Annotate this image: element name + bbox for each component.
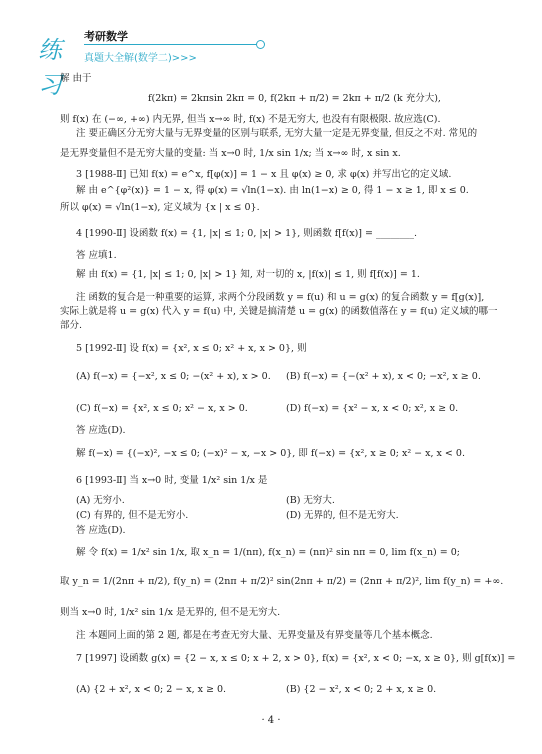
text-line: 7 [1997] 设函数 g(x) = {2 − x, x ≤ 0; x + 2, x > 0}, f(x) = {x², x < 0; −x, x ≥ 0}, 则 g[f(x)] =: [76, 653, 516, 664]
text-line: 解 令 f(x) = 1/x² sin 1/x, 取 x_n = 1/(nπ), f(x_n) = (nπ)² sin nπ = 0, lim f(x_n) = 0;: [76, 547, 461, 558]
text-line: 则 f(x) 在 (−∞, +∞) 内无界, 但当 x→∞ 时, f(x) 不是无穷大, 也没有有限极限. 故应选(C).: [60, 114, 441, 125]
text-line: 解 由 f(x) = {1, |x| ≤ 1; 0, |x| > 1} 知, 对一切的 x, |f(x)| ≤ 1, 则 f[f(x)] = 1.: [76, 269, 420, 280]
text-line: 是无界变量但不是无穷大量的变量: 当 x→0 时, 1/x sin 1/x; 当 x→∞ 时, x sin x.: [60, 148, 401, 159]
text-line: 实际上就是将 u = g(x) 代入 y = f(u) 中, 关键是搞清楚 u = g(x) 的函数值落在 y = f(u) 定义域的哪一: [60, 306, 498, 317]
text-line: 所以 φ(x) = √ln(1−x), 定义域为 {x | x ≤ 0}.: [60, 202, 260, 213]
text-line: 答 应选(D).: [76, 525, 126, 536]
text-line: 则当 x→0 时, 1/x² sin 1/x 是无界的, 但不是无穷大.: [60, 607, 281, 618]
text-line: (C) f(−x) = {x², x ≤ 0; x² − x, x > 0.: [76, 403, 248, 414]
text-line: 取 y_n = 1/(2nπ + π/2), f(y_n) = (2nπ + π/2)² sin(2nπ + π/2) = (2nπ + π/2)², lim f(y_n) = +∞.: [60, 576, 504, 587]
text-line: (B) 无穷大.: [286, 495, 335, 506]
text-line: (B) {2 − x², x < 0; 2 + x, x ≥ 0.: [286, 684, 437, 695]
text-line: (B) f(−x) = {−(x² + x), x < 0; −x², x ≥ 0.: [286, 371, 481, 382]
text-line: 注 本题同上面的第 2 题, 都是在考查无穷大量、无界变量及有界变量等几个基本概念.: [76, 630, 433, 641]
text-line: (D) 无界的, 但不是无穷大.: [286, 510, 399, 521]
book-title: 考研数学: [84, 30, 128, 43]
text-line: (A) f(−x) = {−x², x ≤ 0; −(x² + x), x > 0.: [76, 371, 271, 382]
header-rule-dot: [256, 40, 265, 49]
text-line: 答 应填1.: [76, 250, 117, 261]
text-line: 解 由 e^{φ²(x)} = 1 − x, 得 φ(x) = √ln(1−x). 由 ln(1−x) ≥ 0, 得 1 − x ≥ 1, 即 x ≤ 0.: [76, 185, 469, 196]
text-line: 解 f(−x) = {(−x)², −x ≤ 0; (−x)² − x, −x > 0}, 即 f(−x) = {x², x ≥ 0; x² − x, x < 0.: [76, 448, 465, 459]
text-line: 注 要正确区分无穷大量与无界变量的区别与联系, 无穷大量一定是无界变量, 但反之不对. 常见的: [76, 128, 478, 139]
text-line: (A) 无穷小.: [76, 495, 125, 506]
text-line: 注 函数的复合是一种重要的运算, 求两个分段函数 y = f(u) 和 u = g(x) 的复合函数 y = f[g(x)],: [76, 292, 485, 303]
book-subtitle: 真题大全解(数学二)>>>: [84, 53, 197, 64]
page-number: · 4 ·: [261, 715, 281, 726]
text-line: 答 应选(D).: [76, 425, 126, 436]
text-line: 4 [1990-Ⅱ] 设函数 f(x) = {1, |x| ≤ 1; 0, |x| > 1}, 则函数 f[f(x)] = ________.: [76, 228, 418, 239]
text-line: 部分.: [60, 320, 83, 331]
text-line: 5 [1992-Ⅱ] 设 f(x) = {x², x ≤ 0; x² + x, x > 0}, 则: [76, 343, 307, 354]
text-line: (A) {2 + x², x < 0; 2 − x, x ≥ 0.: [76, 684, 227, 695]
text-line: (D) f(−x) = {x² − x, x < 0; x², x ≥ 0.: [286, 403, 459, 414]
text-line: 6 [1993-Ⅱ] 当 x→0 时, 变量 1/x² sin 1/x 是: [76, 475, 268, 486]
series-logo: 练习: [38, 36, 60, 99]
header-rule: [84, 44, 258, 45]
text-line: 解 由于: [60, 73, 92, 84]
text-line: f(2kπ) = 2kπsin 2kπ = 0, f(2kπ + π/2) = 2kπ + π/2 (k 充分大),: [148, 93, 441, 104]
text-line: (C) 有界的, 但不是无穷小.: [76, 510, 189, 521]
text-line: 3 [1988-Ⅱ] 已知 f(x) = e^x, f[φ(x)] = 1 − x 且 φ(x) ≥ 0, 求 φ(x) 并写出它的定义域.: [76, 169, 452, 180]
